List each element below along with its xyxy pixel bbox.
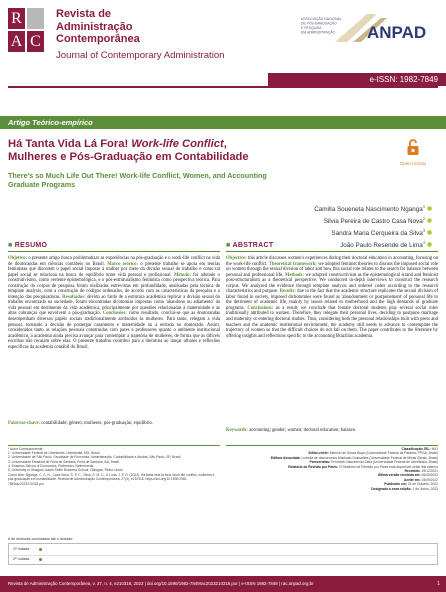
section-marker-icon: ■ [8, 242, 13, 249]
logo-letter-c: C [27, 31, 44, 52]
journal-name-line-2: Administração [56, 20, 133, 33]
resumo-heading-text: RESUMO [14, 242, 48, 249]
citation-note[interactable]: Como citar: Nganga, C. S. N., Casa Nova, S. P. C., Silva, S. M. C., & Lima, J. P. R. (2023). Há tanta vida lá fora! Work-life conflict, mulheres e pós-graduação em contabilidade. Revista de Administração Contemporânea, 27(4), e210318. https://doi.org/10.1590/1982-7849rac2023210318.por [8, 473, 215, 486]
header-divider [8, 86, 438, 88]
section-label: Artigo Teórico-empírico [8, 118, 93, 127]
author-4[interactable] [172, 238, 432, 250]
page-number: 1 [437, 581, 440, 587]
open-lock-icon [406, 138, 420, 156]
open-access-badge[interactable] [388, 138, 438, 166]
journal-subtitle: Journal of Contemporary Administration [56, 49, 225, 61]
keywords-text: accounting; gender; women; doctoral education; balance. [247, 428, 357, 433]
label: Results: [279, 289, 296, 295]
editorial-info [226, 447, 438, 491]
text: this article discusses women's experiences during their doctoral education in accounting, focusing on the work-life conflict. [226, 256, 438, 267]
text: foi adotado o construtivismo, como vertente epistemológica, e o pós-estruturalismo feminista como perspectiva teórica. Para construção do corpus de pesquisa foram realizadas entrevistas em profundidade, analisadas pela técnica de template analysis, com a construção de códigos ordenados, de acordo com as características da pesquisa e a intenção das pesquisadoras. [8, 272, 220, 300]
reviewer-dot-icon [39, 558, 42, 561]
text: o presente artigo busca problematizar as experiências na pós-graduação e o work-life conflict na vida de doutorandas em ciências contábeis no Brasil. [8, 256, 220, 267]
logo-letter-a: A [8, 31, 25, 52]
label: Resultados: [62, 294, 86, 300]
text: devido ao fardo de a estrutura acadêmica replicar a divisão sexual do trabalho encontrado na sociedade, foram encontradas dicotomias impostas como 'abandono ou adiamento' da vida pessoal em detrimento da vida acadêmica, principalmente por questões relacionadas à maternidade e às altas cobranças que envolvem a pós-graduação. [8, 294, 220, 317]
author-2[interactable] [172, 214, 432, 226]
footnote-line: 5. University of Glasgow, Adam Smith Business School, Glasgow, Reino Unido. [8, 468, 124, 473]
abstract-body [226, 256, 438, 339]
editorial-line: Pareceristas: Fernando Nascimento Zatta (Universidade Federal de Uberlândia, Brasil) [309, 460, 438, 465]
resumo-body [8, 256, 220, 350]
anpad-wordmark: ANPAD [367, 23, 427, 42]
keywords-label: Palavras-chave: [8, 421, 41, 426]
resumo-heading [8, 242, 47, 249]
footnotes [8, 447, 220, 486]
author-list [172, 202, 432, 250]
footer-citation[interactable]: Revista de Administração Contemporânea, v. 27, n. 4, e210318, 2023 | doi.org/10.1590/1982-7849rac2023210318.por | e-ISSN 1982-7849 | rac.anpad.org.br [8, 581, 314, 586]
author-1[interactable] [172, 202, 432, 214]
author-affiliation: 4 [422, 240, 426, 246]
editorial-line: Designado a essa edição: 1 de Junho, 2023 [371, 486, 438, 491]
footnote-line: 1. Universidade Federal de Uberlândia, Uberlândia, MG, Brasil. [8, 451, 101, 456]
round-label: 1ª rodada [13, 547, 30, 551]
text: o presente trabalho se apoia em teorias feministas que discutem o papel social imposto à mulher por meio da divisão sexual do trabalho e como tal papel social se relaciona na busca do equilíbrio entre vida pessoal e profissional. [8, 261, 220, 278]
editorial-line: Classificação JEL: M41 [401, 447, 438, 451]
article-title [8, 138, 378, 164]
editorial-line: Última versão recebida em: 06/09/2022 [377, 473, 438, 478]
author-affiliation: 3 [422, 228, 426, 234]
label: Methods: [284, 272, 304, 278]
footnote-rule [8, 445, 220, 446]
table-row [9, 554, 437, 565]
author-name: João Paulo Resende de Lima [340, 242, 423, 250]
issn-bar: e-ISSN: 1982-7849 [268, 73, 446, 86]
author-3[interactable] [172, 226, 432, 238]
editorial-line: Editora Associada: Ludmila de Vasconcelos Machado Guimarães (Universidade Federal de Minas Gerais, Brasil) [270, 455, 438, 460]
editorial-line: Recebido: 15/12/2021 [404, 469, 438, 474]
title-line-2: Mulheres e Pós-Graduação em Contabilidade [8, 151, 249, 163]
keywords-label: Keywords: [226, 428, 248, 433]
title-part-1: Há Tanta Vida Lá Fora! [8, 138, 132, 150]
label: Método: [173, 272, 191, 278]
journal-logo [8, 8, 48, 56]
journal-name-line-3: Contemporânea [56, 33, 140, 45]
abstract-rule [226, 251, 438, 252]
abstract-heading [226, 242, 273, 249]
abstract-heading-text: ABSTRACT [232, 242, 274, 249]
label: Theoretical framework: [268, 261, 317, 267]
text: as a result, we conclude that female doctoral students play several social roles traditionally attributed to women. Therefore, they relegate their personal lives, deciding to postpone marriage and maternity or entering doctoral studies. Thus, considering both the personal relationships built with peers and teachers and the academic institutional environment, the academy still needs to advance to contemplate the trajectory of women so that the difficult choices do not fall on them. The paper contributes to the literature by offering insights and reflections specific to the accounting Brazilian academia. [226, 305, 438, 339]
label: Marco teórico: [107, 261, 139, 267]
title-en-line-1: There's so Much Life Out There! Work-life Conflict, Women, and Accounting [8, 171, 267, 180]
logo-letter-blank [27, 8, 44, 29]
orcid-icon [427, 230, 432, 235]
author-affiliation: 1 [422, 204, 426, 209]
journal-name-line-1: Revista de [56, 8, 112, 20]
svg-text:DE PÓS-GRADUAÇÃO: DE PÓS-GRADUAÇÃO [301, 21, 337, 26]
author-name: Sandra Maria Cerqueira da Silva [331, 230, 423, 238]
svg-text:E PESQUISA: E PESQUISA [301, 26, 322, 30]
orcid-icon [427, 206, 432, 211]
section-marker-icon: ■ [226, 242, 231, 249]
orcid-icon [427, 242, 432, 247]
svg-text:ASSOCIAÇÃO NACIONAL: ASSOCIAÇÃO NACIONAL [301, 17, 342, 21]
editorial-line: Relatório de Revisão por Pares: O Relatório de Revisão por Pares está disponível neste link externo [288, 464, 438, 469]
author-name: Camilla Soueneta Nascimento Nganga [314, 206, 423, 214]
label: Objective: [226, 256, 247, 261]
title-italic: Work-life Conflict [131, 138, 224, 150]
logo-letter-r: R [8, 8, 25, 29]
author-affiliation: 2 [422, 216, 426, 222]
resumo-keywords [8, 421, 220, 427]
classification-rule [226, 445, 438, 446]
journal-title [56, 8, 296, 61]
label: Conclusões: [102, 311, 127, 317]
editorial-line: Aceite em: 15/09/2022 [403, 477, 438, 482]
anpad-logo [295, 12, 441, 46]
footnote-line: * Autor Correspondente. [8, 447, 44, 451]
text: we adopted feminist theories to discuss the imposed social role on women through the sexual division of labor and how this social role relates to the search for balance between personal and professional life. [226, 261, 438, 278]
editorial-line: Editor-chefe: Marcelo de Souza Bispo (Universidade Federal da Paraíba, PPGA, Brasil) [308, 451, 438, 456]
title-part-2: , [223, 138, 227, 150]
abstract-keywords [226, 428, 438, 434]
open-access-label: Open Access [399, 161, 427, 166]
footnote-line: 4. Erasmus School of Economics, Rotterdam, Netherlands. [8, 463, 95, 468]
footnote-line: 2. Universidade de São Paulo, Faculdade de Economia, Administração, Contabilidade e Atuária, São Paulo, SP, Brasil. [8, 455, 182, 460]
text: due to the fact that the academic structure replicates the sexual division of labor found in society, imposed dichotomies were found as 'abandonment or postponement' of personal life to the detriment of academic life, mainly by issues related to motherhood and the high demands of graduate programs. [226, 289, 439, 311]
reviewer-dot-icon [39, 548, 42, 551]
editorial-line: Publicado em: 24 de Outubro, 2022 [384, 482, 438, 487]
svg-text:EM ADMINISTRAÇÃO: EM ADMINISTRAÇÃO [301, 30, 336, 35]
resumo-rule [8, 251, 220, 252]
keywords-text: contabilidade; gênero; mulheres; pós-graduação; equilíbrio. [40, 421, 154, 426]
reviewers-table [8, 543, 438, 565]
reviewers-table-title: # de revisores convidados até o decisão: [8, 537, 74, 541]
article-title-english [8, 172, 328, 189]
text: we adopted constructivism as the epistemological strand and feminist post-structuralism as a theoretical perspective. We conducted in-depth interviews to construct the research corpus. We analyzed the evidence through template analysis and ordered codes according to the research characteristics and purpose. [226, 272, 438, 295]
author-name: Silvia Pereira de Castro Casa Nova [323, 218, 423, 226]
round-label: 2ª rodada [13, 557, 30, 561]
text: como resultado, conclui-se que as doutorandas desempenham diversos papéis sociais tradicionalmente atribuídos às mulheres. Para tanto, relegam a vida pessoal, tornando a decisão de postergar casamento e maternidade ou a entrada no doutorado. Assim, considerados tanto as relações pessoais construídas com pares e professores quanto o ambiente institucional acadêmico, a academia ainda precisa avançar para contemplar a trajetória de mulheres, de forma que as difíceis escolhas não recaiam sobre elas. O presente trabalho contribui para a literatura ao lançar olhares e reflexões específicas da academia contábil do Brasil. [8, 311, 220, 350]
anpad-logo-icon [295, 12, 441, 46]
footnote-line: 3. Universidade Estadual de Feira de Santana, Feira de Santana, BA, Brasil. [8, 459, 120, 464]
orcid-icon [427, 218, 432, 223]
label: Conclusions: [247, 305, 274, 311]
title-en-line-2: Graduate Programs [8, 179, 76, 189]
label: Objetivo: [8, 256, 28, 261]
